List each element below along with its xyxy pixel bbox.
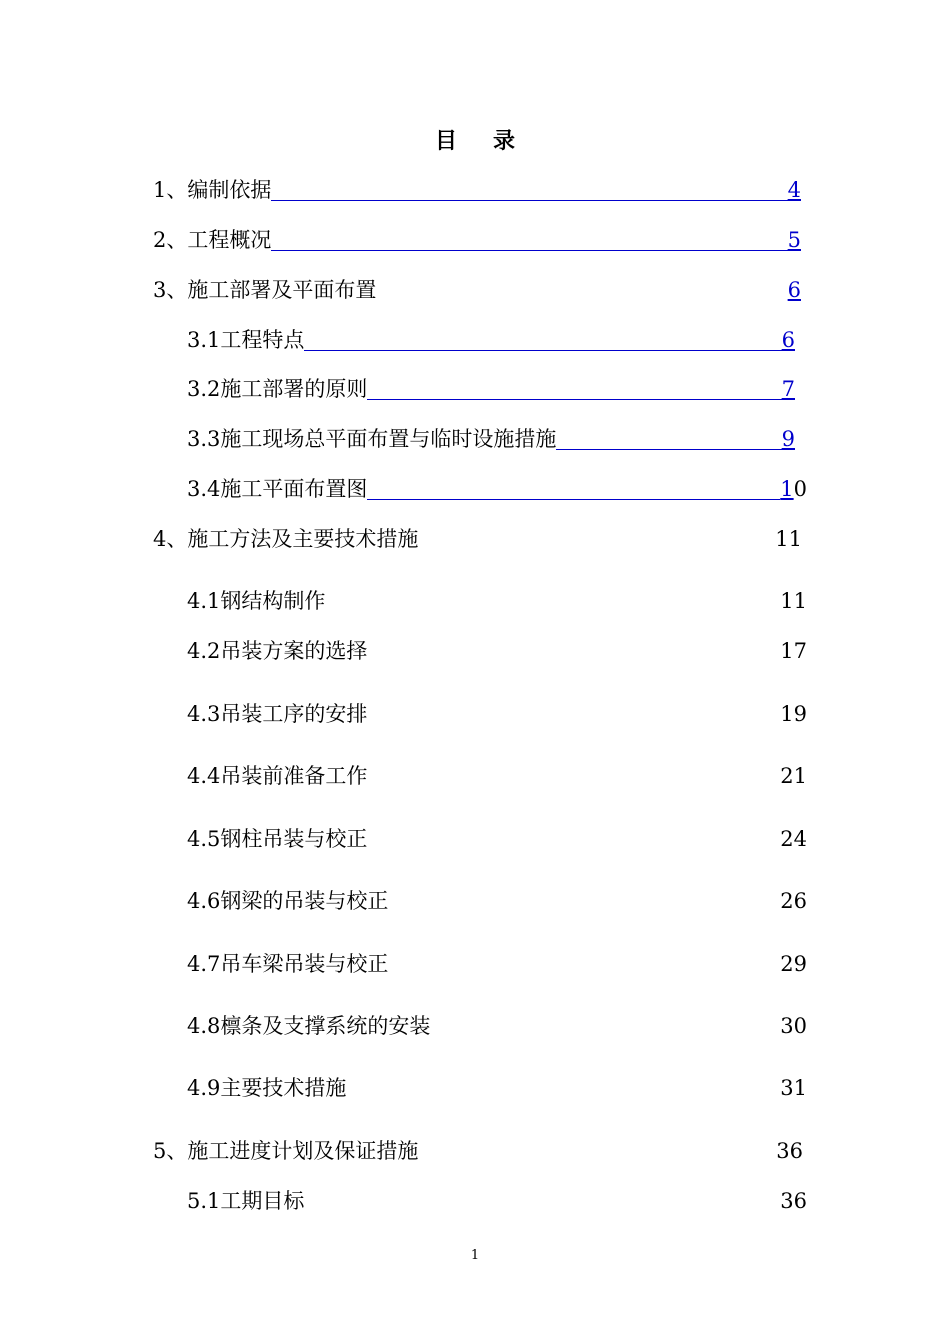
toc-page-number: 11 — [780, 589, 807, 613]
toc-page-link[interactable]: 6 — [781, 328, 795, 352]
toc-entry-label: 4、施工方法及主要技术措施 — [153, 527, 419, 551]
toc-entry[interactable] — [153, 225, 801, 255]
toc-title-left: 目 — [434, 128, 457, 154]
toc-entry-label: 4.8檩条及支撑系统的安装 — [187, 1014, 431, 1038]
toc-entry-label: 1、编制依据 — [153, 178, 272, 202]
toc-leader-line — [304, 349, 781, 351]
toc-entry[interactable] — [153, 1136, 803, 1166]
toc-entry-label: 4.7吊车梁吊装与校正 — [187, 952, 389, 976]
toc-page-link[interactable]: 9 — [781, 427, 795, 451]
toc-entry-label: 3.1工程特点 — [187, 328, 305, 352]
toc-entry[interactable] — [187, 424, 795, 454]
toc-entry-label: 4.5钢柱吊装与校正 — [187, 827, 368, 851]
toc-entry-label: 3.4施工平面布置图 — [187, 477, 368, 501]
toc-entry-label: 4.6钢梁的吊装与校正 — [187, 889, 389, 913]
toc-page-number: 36 — [780, 1189, 807, 1213]
toc-page-number: 31 — [780, 1076, 807, 1100]
toc-page-number: 29 — [780, 952, 807, 976]
toc-leader-line — [271, 199, 787, 201]
toc-entry[interactable] — [187, 586, 807, 616]
toc-leader-line — [556, 448, 781, 450]
toc-page-link[interactable]: 5 — [787, 228, 801, 252]
toc-title-right: 录 — [493, 128, 516, 154]
toc-page-number: 17 — [780, 639, 807, 663]
toc-entry[interactable] — [187, 325, 795, 355]
toc-page-number: 21 — [780, 764, 807, 788]
toc-entry[interactable] — [187, 824, 807, 854]
toc-entry[interactable] — [187, 636, 807, 666]
toc-entry[interactable] — [187, 761, 807, 791]
toc-leader-line — [367, 398, 781, 400]
toc-entry[interactable] — [187, 1011, 807, 1041]
toc-entry[interactable] — [153, 524, 802, 554]
toc-entry[interactable] — [187, 699, 807, 729]
toc-page-number: 19 — [780, 702, 807, 726]
toc-entry-label: 4.1钢结构制作 — [187, 589, 326, 613]
toc-page-number: 30 — [780, 1014, 807, 1038]
toc-title — [0, 124, 950, 155]
toc-entry-label: 4.3吊装工序的安排 — [187, 702, 368, 726]
toc-entry[interactable] — [187, 1073, 807, 1103]
toc-page-number: 24 — [780, 827, 807, 851]
toc-page-link[interactable]: 4 — [787, 178, 801, 202]
toc-entry[interactable] — [187, 949, 807, 979]
page-number-footer: 1 — [470, 1248, 480, 1263]
toc-page-number: 36 — [776, 1139, 803, 1163]
toc-page-number: 26 — [780, 889, 807, 913]
toc-entry-label: 3.2施工部署的原则 — [187, 377, 368, 401]
toc-entry[interactable] — [187, 374, 795, 404]
toc-entry-label: 5、施工进度计划及保证措施 — [153, 1139, 419, 1163]
toc-entry[interactable] — [187, 1186, 807, 1216]
toc-entry-label: 5.1工期目标 — [187, 1189, 305, 1213]
toc-page-link[interactable]: 6 — [787, 278, 801, 302]
toc-entry[interactable] — [187, 474, 807, 504]
toc-page-link[interactable]: 10 — [780, 477, 807, 501]
toc-leader-line — [271, 249, 787, 251]
toc-entry-label: 4.9主要技术措施 — [187, 1076, 347, 1100]
toc-entry[interactable] — [153, 275, 801, 305]
toc-entry-label: 3.3施工现场总平面布置与临时设施措施 — [187, 427, 557, 451]
toc-page-link[interactable]: 7 — [781, 377, 795, 401]
toc-entry-label: 3、施工部署及平面布置 — [153, 278, 377, 302]
toc-entry-label: 4.4吊装前准备工作 — [187, 764, 368, 788]
toc-entry[interactable] — [187, 886, 807, 916]
toc-leader-line — [367, 498, 780, 500]
toc-entry[interactable] — [153, 175, 801, 205]
toc-entry-label: 2、工程概况 — [153, 228, 272, 252]
toc-entry-label: 4.2吊装方案的选择 — [187, 639, 368, 663]
toc-page-number: 11 — [775, 527, 802, 551]
